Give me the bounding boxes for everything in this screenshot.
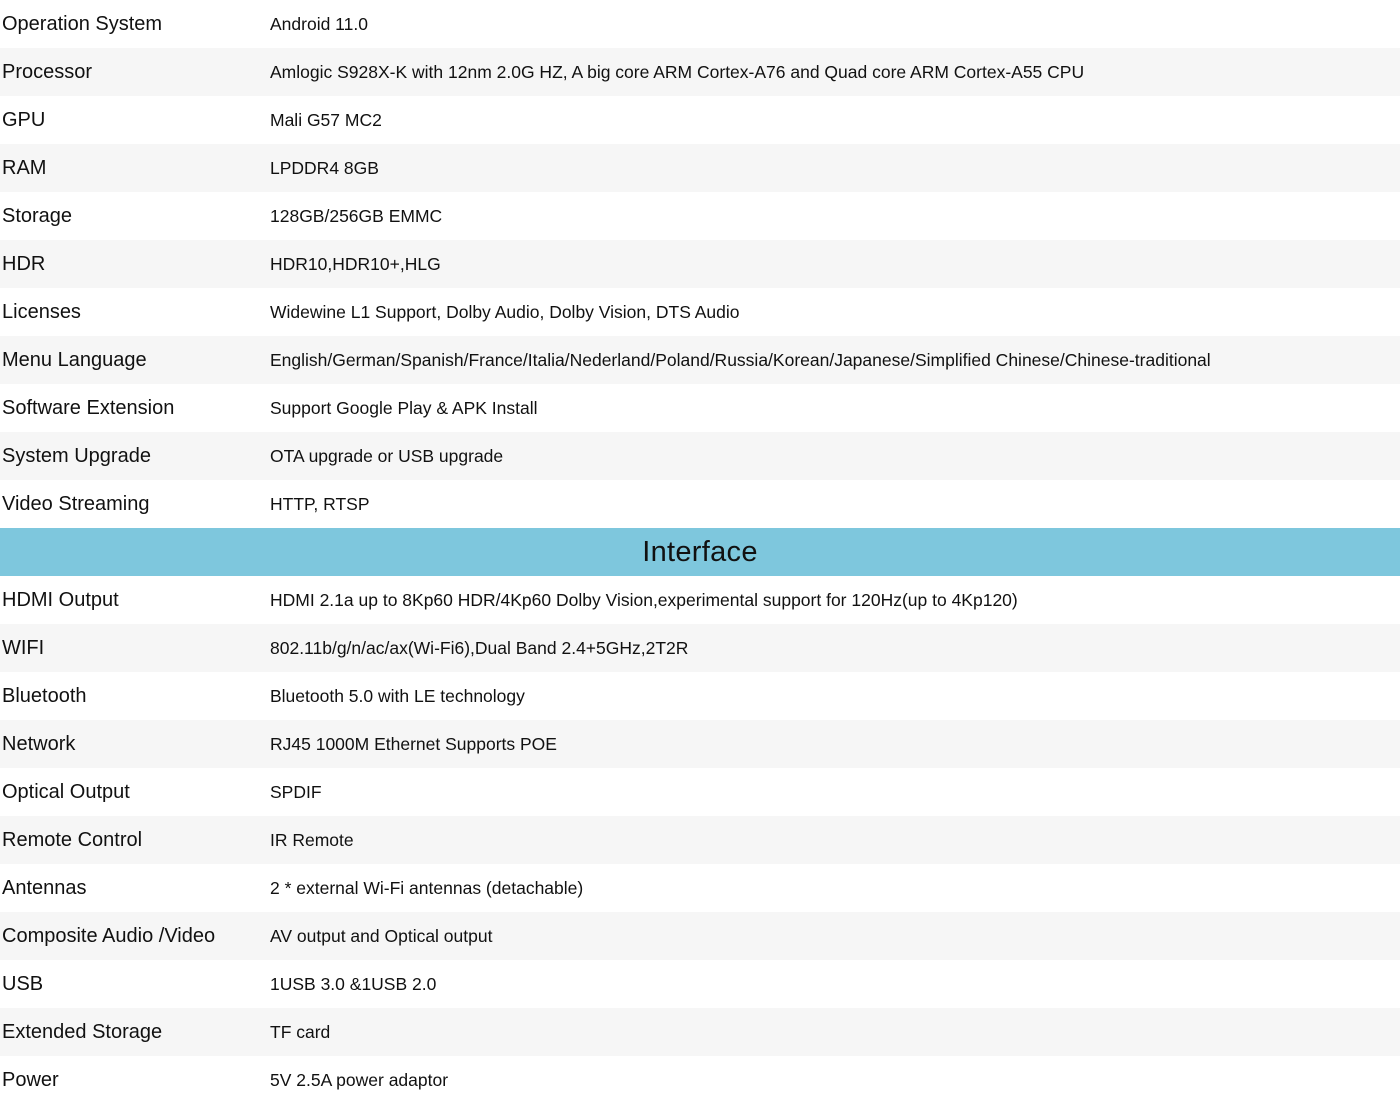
spec-value: 5V 2.5A power adaptor bbox=[270, 1070, 449, 1090]
spec-row-remote-control bbox=[0, 816, 1400, 864]
spec-value: English/German/Spanish/France/Italia/Nederland/Poland/Russia/Korean/Japanese/Simplified Chinese/Chinese-traditional bbox=[270, 350, 1211, 370]
spec-value: Amlogic S928X-K with 12nm 2.0G HZ, A big core ARM Cortex-A76 and Quad core ARM Cortex-A55 CPU bbox=[270, 62, 1085, 82]
spec-row-extended-storage bbox=[0, 1008, 1400, 1056]
spec-row-optical-output bbox=[0, 768, 1400, 816]
spec-row-gpu bbox=[0, 96, 1400, 144]
spec-label: Video Streaming bbox=[2, 493, 150, 515]
spec-label: Software Extension bbox=[2, 397, 175, 419]
spec-label: Extended Storage bbox=[2, 1021, 163, 1043]
spec-value: 128GB/256GB EMMC bbox=[270, 206, 443, 226]
spec-row-usb bbox=[0, 960, 1400, 1008]
spec-row-menu-language bbox=[0, 336, 1400, 384]
spec-label: Storage bbox=[2, 205, 73, 227]
spec-label: System Upgrade bbox=[2, 445, 151, 467]
spec-label: Licenses bbox=[2, 301, 81, 323]
spec-value: LPDDR4 8GB bbox=[270, 158, 379, 178]
spec-value: HDR10,HDR10+,HLG bbox=[270, 254, 441, 274]
spec-label: Network bbox=[2, 733, 76, 755]
spec-value: OTA upgrade or USB upgrade bbox=[270, 446, 504, 466]
spec-row-wifi bbox=[0, 624, 1400, 672]
spec-label: USB bbox=[2, 973, 44, 995]
spec-label: RAM bbox=[2, 157, 47, 179]
spec-label: Optical Output bbox=[2, 781, 130, 803]
spec-label: Menu Language bbox=[2, 349, 147, 371]
spec-value: TF card bbox=[270, 1022, 331, 1042]
spec-row-hdr bbox=[0, 240, 1400, 288]
spec-label: Operation System bbox=[2, 13, 163, 35]
spec-value: Bluetooth 5.0 with LE technology bbox=[270, 686, 525, 706]
spec-label: Bluetooth bbox=[2, 685, 87, 707]
spec-row-antennas bbox=[0, 864, 1400, 912]
spec-value: Mali G57 MC2 bbox=[270, 110, 382, 130]
spec-row-operation-system bbox=[0, 0, 1400, 48]
spec-label: HDR bbox=[2, 253, 46, 275]
spec-label: GPU bbox=[2, 109, 46, 131]
spec-value: 1USB 3.0 &1USB 2.0 bbox=[270, 974, 437, 994]
spec-value: HDMI 2.1a up to 8Kp60 HDR/4Kp60 Dolby Vision,experimental support for 120Hz(up to 4Kp120) bbox=[270, 590, 1018, 610]
spec-row-power bbox=[0, 1056, 1400, 1104]
spec-row-video-streaming bbox=[0, 480, 1400, 528]
spec-row-storage bbox=[0, 192, 1400, 240]
spec-value: 2 * external Wi-Fi antennas (detachable) bbox=[270, 878, 584, 898]
spec-row-ram bbox=[0, 144, 1400, 192]
spec-label: HDMI Output bbox=[2, 589, 119, 611]
spec-value: Android 11.0 bbox=[270, 14, 368, 34]
section-header-interface: Interface bbox=[0, 528, 1400, 576]
spec-value: Support Google Play & APK Install bbox=[270, 398, 538, 418]
spec-row-network bbox=[0, 720, 1400, 768]
spec-label: Antennas bbox=[2, 877, 87, 899]
spec-row-composite-av bbox=[0, 912, 1400, 960]
spec-value: 802.11b/g/n/ac/ax(Wi-Fi6),Dual Band 2.4+5GHz,2T2R bbox=[270, 638, 689, 658]
spec-value: HTTP, RTSP bbox=[270, 494, 370, 514]
spec-label: Processor bbox=[2, 61, 93, 83]
spec-label: Composite Audio /Video bbox=[2, 925, 216, 947]
spec-row-software-extension bbox=[0, 384, 1400, 432]
spec-row-system-upgrade bbox=[0, 432, 1400, 480]
spec-row-processor bbox=[0, 48, 1400, 96]
spec-value: AV output and Optical output bbox=[270, 926, 493, 946]
spec-row-hdmi-output bbox=[0, 576, 1400, 624]
spec-value: IR Remote bbox=[270, 830, 354, 850]
spec-label: WIFI bbox=[2, 637, 45, 659]
spec-label: Remote Control bbox=[2, 829, 143, 851]
spec-label: Power bbox=[2, 1069, 59, 1091]
spec-value: SPDIF bbox=[270, 782, 322, 802]
spec-value: Widewine L1 Support, Dolby Audio, Dolby Vision, DTS Audio bbox=[270, 302, 740, 322]
spec-row-bluetooth bbox=[0, 672, 1400, 720]
spec-row-licenses bbox=[0, 288, 1400, 336]
spec-value: RJ45 1000M Ethernet Supports POE bbox=[270, 734, 557, 754]
